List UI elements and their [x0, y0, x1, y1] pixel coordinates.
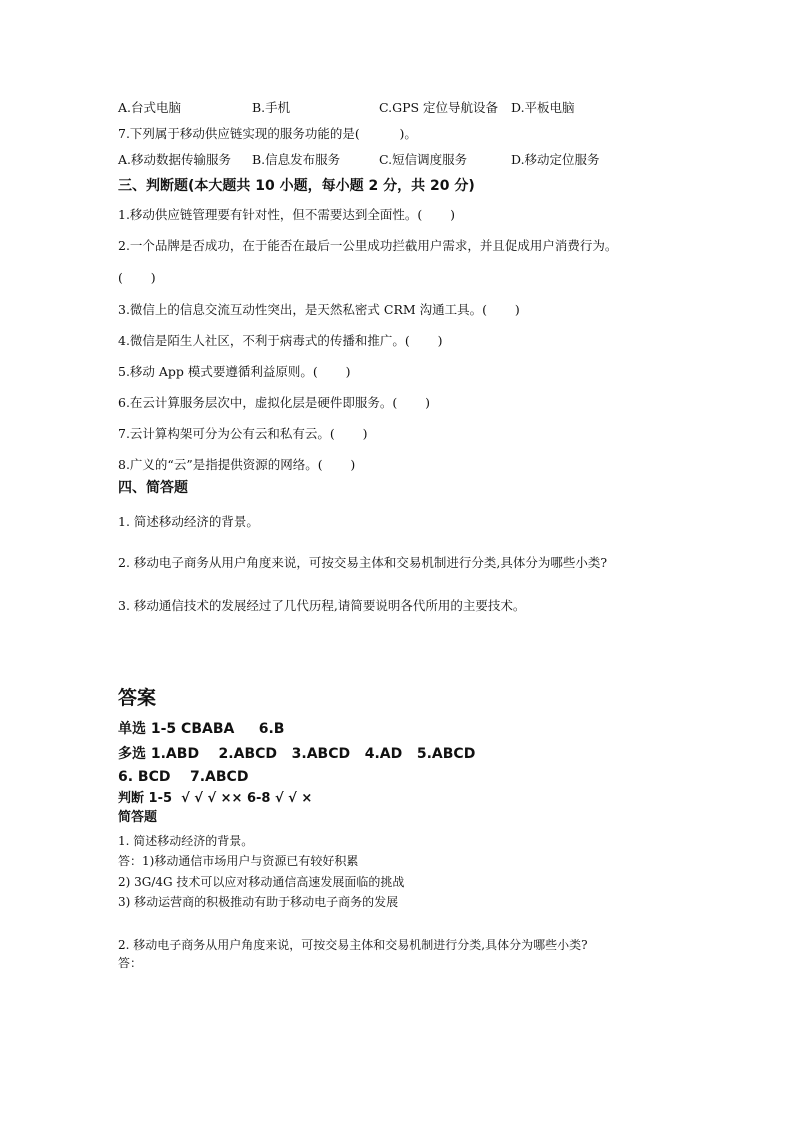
answer-judge: 判断 1-5 √ √ √ ×× 6-8 √ √ ×: [118, 791, 313, 806]
judge-item: 8.广义的“云”是指提供资源的网络。( ): [118, 457, 356, 472]
option-b: B.信息发布服务: [252, 152, 341, 167]
option-d: D.平板电脑: [511, 100, 575, 115]
judge-item: 3.微信上的信息交流互动性突出，是天然私密式 CRM 沟通工具。( ): [118, 302, 520, 317]
option-c: C.GPS 定位导航设备: [379, 100, 499, 115]
option-a: A.台式电脑: [118, 100, 182, 115]
judge-item: 7.云计算构架可分为公有云和私有云。( ): [118, 426, 368, 441]
judge-item: 5.移动 App 模式要遵循利益原则。( ): [118, 364, 351, 379]
short-question: 3. 移动通信技术的发展经过了几代历程,请简要说明各代所用的主要技术。: [118, 598, 526, 613]
answer-multi: 多选 1.ABD 2.ABCD 3.ABCD 4.AD 5.ABCD: [118, 746, 476, 762]
judge-item: 1.移动供应链管理要有针对性，但不需要达到全面性。( ): [118, 207, 455, 222]
short-question: 1. 简述移动经济的背景。: [118, 514, 259, 529]
question-7: 7.下列属于移动供应链实现的服务功能的是( )。: [118, 126, 417, 141]
judge-item: 4.微信是陌生人社区，不利于病毒式的传播和推广。( ): [118, 333, 443, 348]
answer-question-2: 2. 移动电子商务从用户角度来说，可按交易主体和交易机制进行分类,具体分为哪些小类?: [118, 938, 588, 952]
option-a: A.移动数据传输服务: [118, 152, 232, 167]
judge-item: ( ): [118, 270, 156, 285]
answer-line: 1. 简述移动经济的背景。: [118, 834, 254, 848]
answer-line: 3) 移动运营商的积极推动有助于移动电子商务的发展: [118, 895, 399, 909]
option-c: C.短信调度服务: [379, 152, 468, 167]
short-question: 2. 移动电子商务从用户角度来说，可按交易主体和交易机制进行分类,具体分为哪些小类?: [118, 555, 608, 570]
section-3-title: 三、判断题(本大题共 10 小题，每小题 2 分，共 20 分): [118, 178, 475, 194]
answer-single: 单选 1-5 CBABA 6.B: [118, 721, 285, 737]
section-4-title: 四、简答题: [118, 480, 188, 496]
answer-2: 答：: [118, 956, 143, 970]
judge-item: 6.在云计算服务层次中，虚拟化层是硬件即服务。( ): [118, 395, 430, 410]
answer-multi-cont: 6. BCD 7.ABCD: [118, 769, 249, 785]
answers-title: 答案: [118, 687, 157, 709]
answer-line: 2) 3G/4G 技术可以应对移动通信高速发展面临的挑战: [118, 875, 405, 889]
option-b: B.手机: [252, 100, 291, 115]
answer-line: 答：1)移动通信市场用户与资源已有较好积累: [118, 854, 359, 868]
answer-short-title: 简答题: [118, 810, 158, 825]
option-d: D.移动定位服务: [511, 152, 600, 167]
judge-item: 2.一个品牌是否成功，在于能否在最后一公里成功拦截用户需求，并且促成用户消费行为。: [118, 238, 618, 253]
